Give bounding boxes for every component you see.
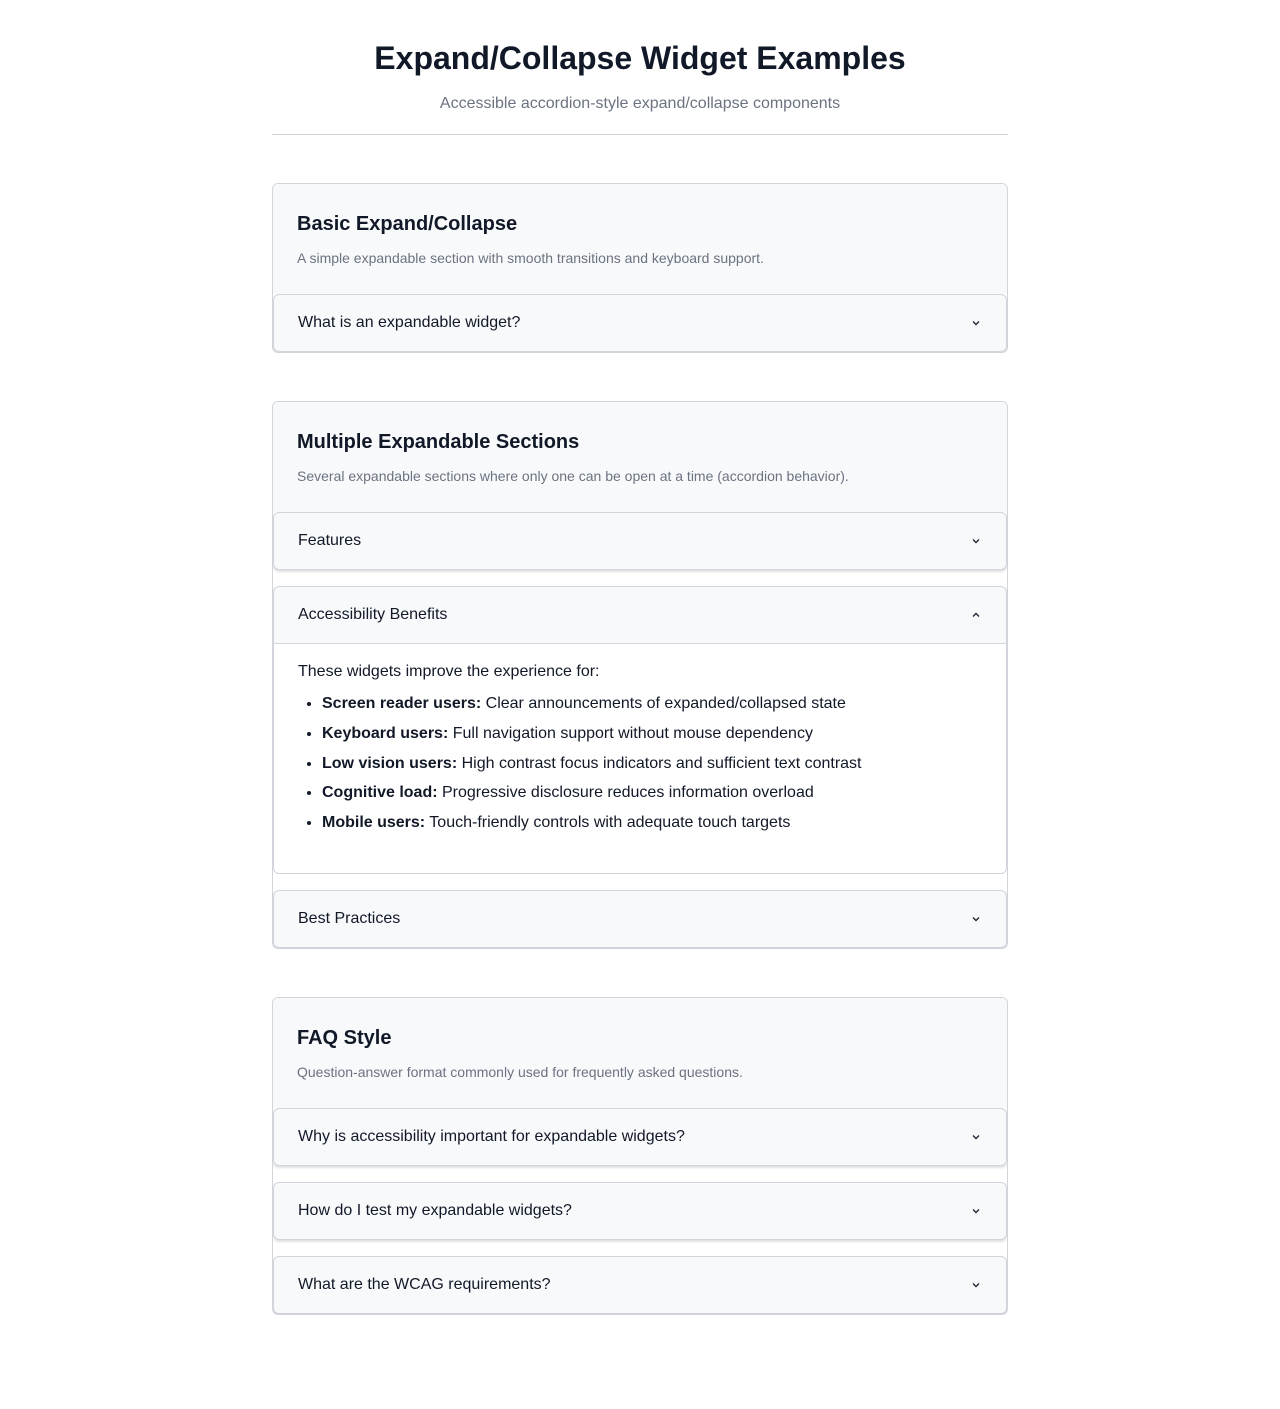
accordion-item (273, 512, 1007, 570)
list-item (322, 724, 982, 744)
section-header (273, 402, 1007, 512)
accordion-toggle-what-is-expandable[interactable] (274, 295, 1006, 351)
accordion-toggle-accessibility-benefits[interactable] (274, 587, 1006, 643)
accordion-toggle-wcag-requirements[interactable] (274, 1257, 1006, 1313)
page (272, 0, 1008, 1315)
section-title: FAQ Style (297, 1026, 392, 1049)
accordion-label: Features (298, 532, 362, 549)
accordion-toggle-how-to-test[interactable] (274, 1183, 1006, 1239)
chevron-down-icon (970, 1131, 982, 1143)
chevron-down-icon (970, 317, 982, 329)
list-term: Low vision users: (322, 754, 458, 772)
page-header (272, 38, 1008, 135)
list-item (322, 694, 982, 714)
list-item (322, 813, 982, 833)
list-text: High contrast focus indicators and sufficient text contrast (457, 754, 862, 772)
list-item (322, 783, 982, 803)
accordion-item (273, 294, 1007, 352)
accordion-toggle-features[interactable] (274, 513, 1006, 569)
section-title: Basic Expand/Collapse (297, 213, 518, 235)
list-text: Touch-friendly controls with adequate touch targets (425, 814, 791, 832)
list-term: Mobile users: (322, 814, 426, 832)
chevron-down-icon (970, 535, 982, 547)
accordion-label: How do I test my expandable widgets? (298, 1201, 572, 1219)
section-description: Several expandable sections where only one can be open at a time (accordion behavior). (297, 468, 849, 484)
list-text: Progressive disclosure reduces information overload (437, 784, 814, 802)
accordion-label: What is an expandable widget? (298, 314, 521, 331)
accordion-item (273, 890, 1007, 948)
section-description: Question-answer format commonly used for frequently asked questions. (297, 1063, 743, 1080)
list-text: Full navigation support without mouse dependency (448, 724, 813, 742)
section-faq (272, 997, 1008, 1315)
section-title: Multiple Expandable Sections (297, 431, 580, 453)
accordion-label: Best Practices (298, 909, 401, 927)
section-basic (272, 183, 1008, 353)
list-term: Screen reader users: (322, 695, 482, 712)
accordion-item (273, 1108, 1007, 1166)
accordion-toggle-why-accessibility[interactable] (274, 1109, 1006, 1165)
list-item (322, 754, 982, 774)
accordion-label: Accessibility Benefits (298, 606, 448, 623)
chevron-up-icon (970, 609, 982, 621)
accordion-label: What are the WCAG requirements? (298, 1275, 551, 1293)
chevron-down-icon (970, 913, 982, 925)
section-header (273, 998, 1007, 1108)
benefits-list (298, 694, 982, 833)
accordion-toggle-best-practices[interactable] (274, 891, 1006, 947)
accordion-item (273, 586, 1007, 874)
accordion-panel (274, 643, 1006, 873)
page-subtitle: Accessible accordion-style expand/collapse components (439, 95, 841, 112)
accordion-item (273, 1256, 1007, 1314)
panel-intro: These widgets improve the experience for: (298, 663, 600, 680)
list-term: Keyboard users: (322, 724, 449, 742)
list-text: Clear announcements of expanded/collapsed state (481, 695, 846, 712)
chevron-down-icon (970, 1279, 982, 1291)
section-multiple (272, 401, 1008, 949)
chevron-down-icon (970, 1205, 982, 1217)
section-header (273, 184, 1007, 294)
accordion-item (273, 1182, 1007, 1240)
page-title: Expand/Collapse Widget Examples (374, 40, 906, 76)
section-description: A simple expandable section with smooth transitions and keyboard support. (297, 250, 764, 266)
accordion-label: Why is accessibility important for expandable widgets? (298, 1127, 685, 1145)
list-term: Cognitive load: (322, 784, 438, 802)
